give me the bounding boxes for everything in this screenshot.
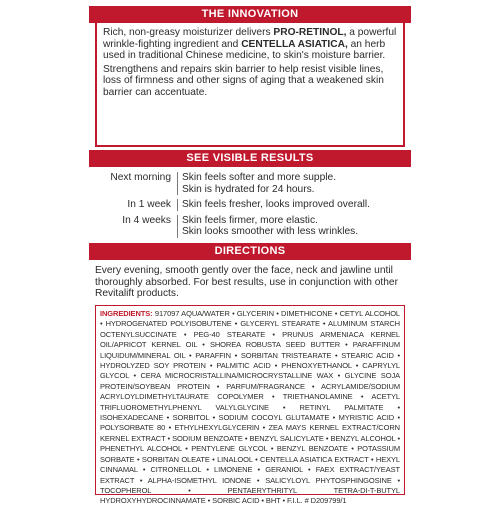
results-line: Skin feels firmer, more elastic.: [182, 214, 318, 226]
results-line: Skin looks smoother with less wrinkles.: [182, 226, 359, 238]
innovation-text: Rich, non-greasy moisturizer delivers: [103, 27, 274, 38]
results-when: Next morning: [110, 172, 171, 183]
centella-highlight: CENTELLA ASIATICA,: [241, 38, 348, 50]
product-info-panel: [89, 0, 411, 506]
results-row: [95, 215, 405, 238]
results-line: Skin feels fresher, looks improved overall.: [182, 199, 370, 211]
innovation-panel: [95, 23, 405, 147]
results-row: [95, 172, 405, 195]
results-line: Skin is hydrated for 24 hours.: [182, 183, 315, 195]
results-heading: SEE VISIBLE RESULTS: [89, 150, 411, 167]
results-row: [95, 199, 405, 211]
results-description: [177, 215, 405, 238]
ingredients-box: [95, 305, 405, 506]
directions-heading: DIRECTIONS: [89, 243, 411, 260]
innovation-paragraph-2: Strengthens and repairs skin barrier to help resist visible lines, loss of firmness and other signs of aging that a weakened skin barrier can accentuate.: [103, 63, 384, 98]
innovation-text: an herb used in traditional Chinese medicine, to skin's moisture barrier.: [103, 38, 386, 62]
results-description: [177, 172, 405, 195]
results-table: [95, 172, 405, 238]
results-when: In 1 week: [127, 199, 171, 211]
pro-retinol-highlight: PRO-RETINOL,: [273, 27, 347, 38]
results-line: Skin feels softer and more supple.: [182, 172, 337, 183]
directions-text: Every evening, smooth gently over the face, neck and jawline until thoroughly absorbed. For best results, use in conjunction with other Revitalift products.: [95, 265, 398, 300]
innovation-heading: THE INNOVATION: [89, 6, 411, 23]
results-when: In 4 weeks: [122, 214, 171, 226]
ingredients-list: 917097 AQUA/WATER • GLYCERIN • DIMETHICONE • CETYL ALCOHOL • HYDROGENATED POLYISOBUTENE • GLYCERYL STEARATE • ALUMINUM STARCH OCTENYLSUCCINATE • PEG-40 STEARATE • PRUNUS ARMENIACA KERNEL OIL/APRICOT KERNEL OIL • SHOREA ROBUSTA SEED BUTTER • PARAFFINUM LIQUIDUM/MINERAL OIL • PARAFFIN • SORBITAN TRISTEARATE • STEARIC ACID • HYDROLYZED SOY PROTEIN • PALMITIC ACID • PHENOXYETHANOL • CAPRYLYL GLYCOL • CERA MICROCRISTALLINA/MICROCRYSTALLINE WAX • GLYCINE SOJA PROTEIN/SOYBEAN PROTEIN • PARFUM/FRAGRANCE • ACRYLAMIDE/SODIUM ACRYLOYLDIMETHYLTAURATE COPOLYMER • TRIETHANOLAMINE • ACETYL TRIFLUOROMETHYLPHENYL VALYLGLYCINE • RETINYL PALMITATE • ISOHEXADECANE • SORBITOL • SODIUM COCOYL GLUTAMATE • MYRISTIC ACID • POLYSORBATE 80 • ETHYLHEXYLGLYCERIN • ZEA MAYS KERNEL EXTRACT/CORN KERNEL EXTRACT • SODIUM BENZOATE • BENZYL SALICYLATE • BENZYL ALCOHOL • PHENETHYL ALCOHOL • PENTYLENE GLYCOL • BENZYL BENZOATE • POTASSIUM SORBATE • SORBITAN OLEATE • LINALOOL • CENTELLA ASIATICA EXTRACT • HEXYL CINNAMAL • CITRONELLOL • LIMONENE • GERANIOL • FAEX EXTRACT/YEAST EXTRACT • ALPHA-ISOMETHYL IONONE • SALICYLOYL PHYTOSPHINGOSINE • TOCOPHEROL • PENTAERYTHRITYL TETRA-DI-T-BUTYL HYDROXYHYDROCINNAMATE • SORBIC ACID • BHT • F.I.L. # D209799/1: [100, 309, 400, 506]
ingredients-label: INGREDIENTS:: [100, 309, 153, 318]
results-description: [177, 199, 405, 211]
innovation-text: a powerful wrinkle-fighting ingredient and: [103, 27, 397, 50]
innovation-paragraph-1: [103, 27, 397, 62]
